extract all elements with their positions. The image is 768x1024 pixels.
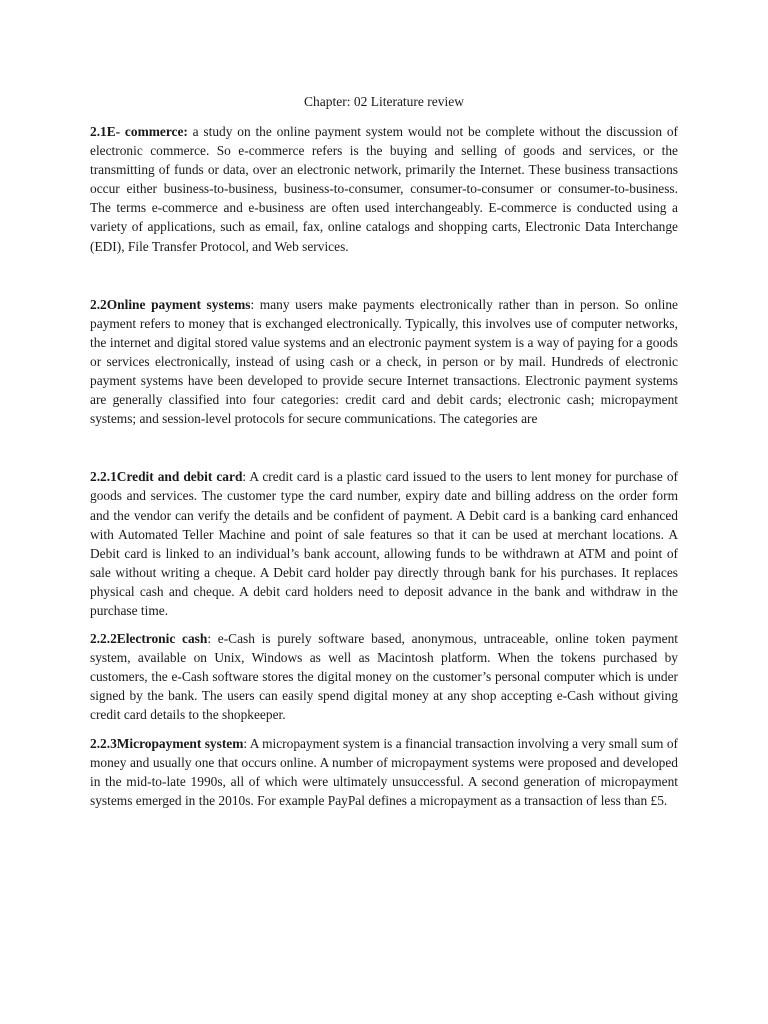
section-text-online-payment: : many users make payments electronically rather than in person. So online payment refers to money that is exchanged electronically. Typically, this involves use of computer networks, the internet and digital stored value systems and an electronic payment system is a way of paying for a goods or services electronically, instead of using cash or a check, in person or by mail. Hundreds of electronic payment systems have been developed to provide secure Internet transactions. Electronic payment systems are generally classified into four categories: credit card and debit cards; electronic cash; micropayment systems; and session-level protocols for secure communications. The categories are: [90, 296, 678, 427]
section-text-micropayment: : A micropayment system is a financial transaction involving a very small sum of money and usually one that occurs online. A number of micropayment systems were proposed and developed in the mid-to-late 1990s, all of which were ultimately unsuccessful. A second generation of micropayment systems emerged in the 2010s. For example PayPal defines a micropayment as a transaction of less than £5.: [90, 735, 678, 808]
section-ecommerce: [90, 122, 678, 256]
section-heading-ecommerce: 2.1E- commerce:: [90, 124, 188, 139]
section-text-ecash: : e-Cash is purely software based, anonymous, untraceable, online token payment system, available on Unix, Windows as well as Macintosh platform. When the tokens purchased by customers, the e-Cash software stores the digital money on the customer’s personal computer which is under signed by the bank. The users can easily spend digital money at any shop accepting e-Cash without giving credit card details to the shopkeeper.: [90, 631, 678, 723]
section-text-ecommerce: a study on the online payment system would not be complete without the discussion of electronic commerce. So e-commerce refers is the buying and selling of goods and services, or the transmitting of funds or data, over an electronic network, primarily the Internet. These business transactions occur either business-to-business, business-to-consumer, consumer-to-consumer or consumer-to-business. The terms e-commerce and e-business are often used interchangeably. E-commerce is conducted using a variety of applications, such as email, fax, online catalogs and shopping carts, Electronic Data Interchange (EDI), File Transfer Protocol, and Web services.: [90, 124, 678, 254]
section-online-payment: [90, 295, 678, 429]
paragraph-gap: [90, 725, 678, 734]
section-ecash: [90, 629, 678, 724]
section-heading-online-payment: 2.2Online payment systems: [90, 296, 251, 312]
section-heading-ecash: 2.2.2Electronic cash: [90, 631, 208, 647]
paragraph-gap: [90, 256, 678, 295]
paragraph-gap: [90, 620, 678, 629]
document-page: [90, 92, 678, 810]
chapter-title: Chapter: 02 Literature review: [303, 94, 465, 109]
section-credit-debit: [90, 467, 678, 620]
section-text-credit-debit: : A credit card is a plastic card issued to the users to lent money for purchase of goods and services. The customer type the card number, expiry date and billing address on the order form and the vendor can verify the details and be confident of payment. A Debit card is a banking card enhanced with Automated Teller Machine and point of sale features so that it can be used at merchant locations. A Debit card is linked to an individual’s bank account, allowing funds to be withdrawn at ATM and point of sale without writing a cheque. A Debit card holder pay directly through bank for his purchases. It replaces physical cash and cheque. A debit card holders need to deposit advance in the bank and withdraw in the purchase time.: [90, 469, 678, 618]
section-micropayment: [90, 734, 678, 810]
paragraph-gap: [90, 428, 678, 467]
section-heading-credit-debit: 2.2.1Credit and debit card: [90, 469, 243, 485]
section-heading-micropayment: 2.2.3Micropayment system: [90, 735, 244, 751]
